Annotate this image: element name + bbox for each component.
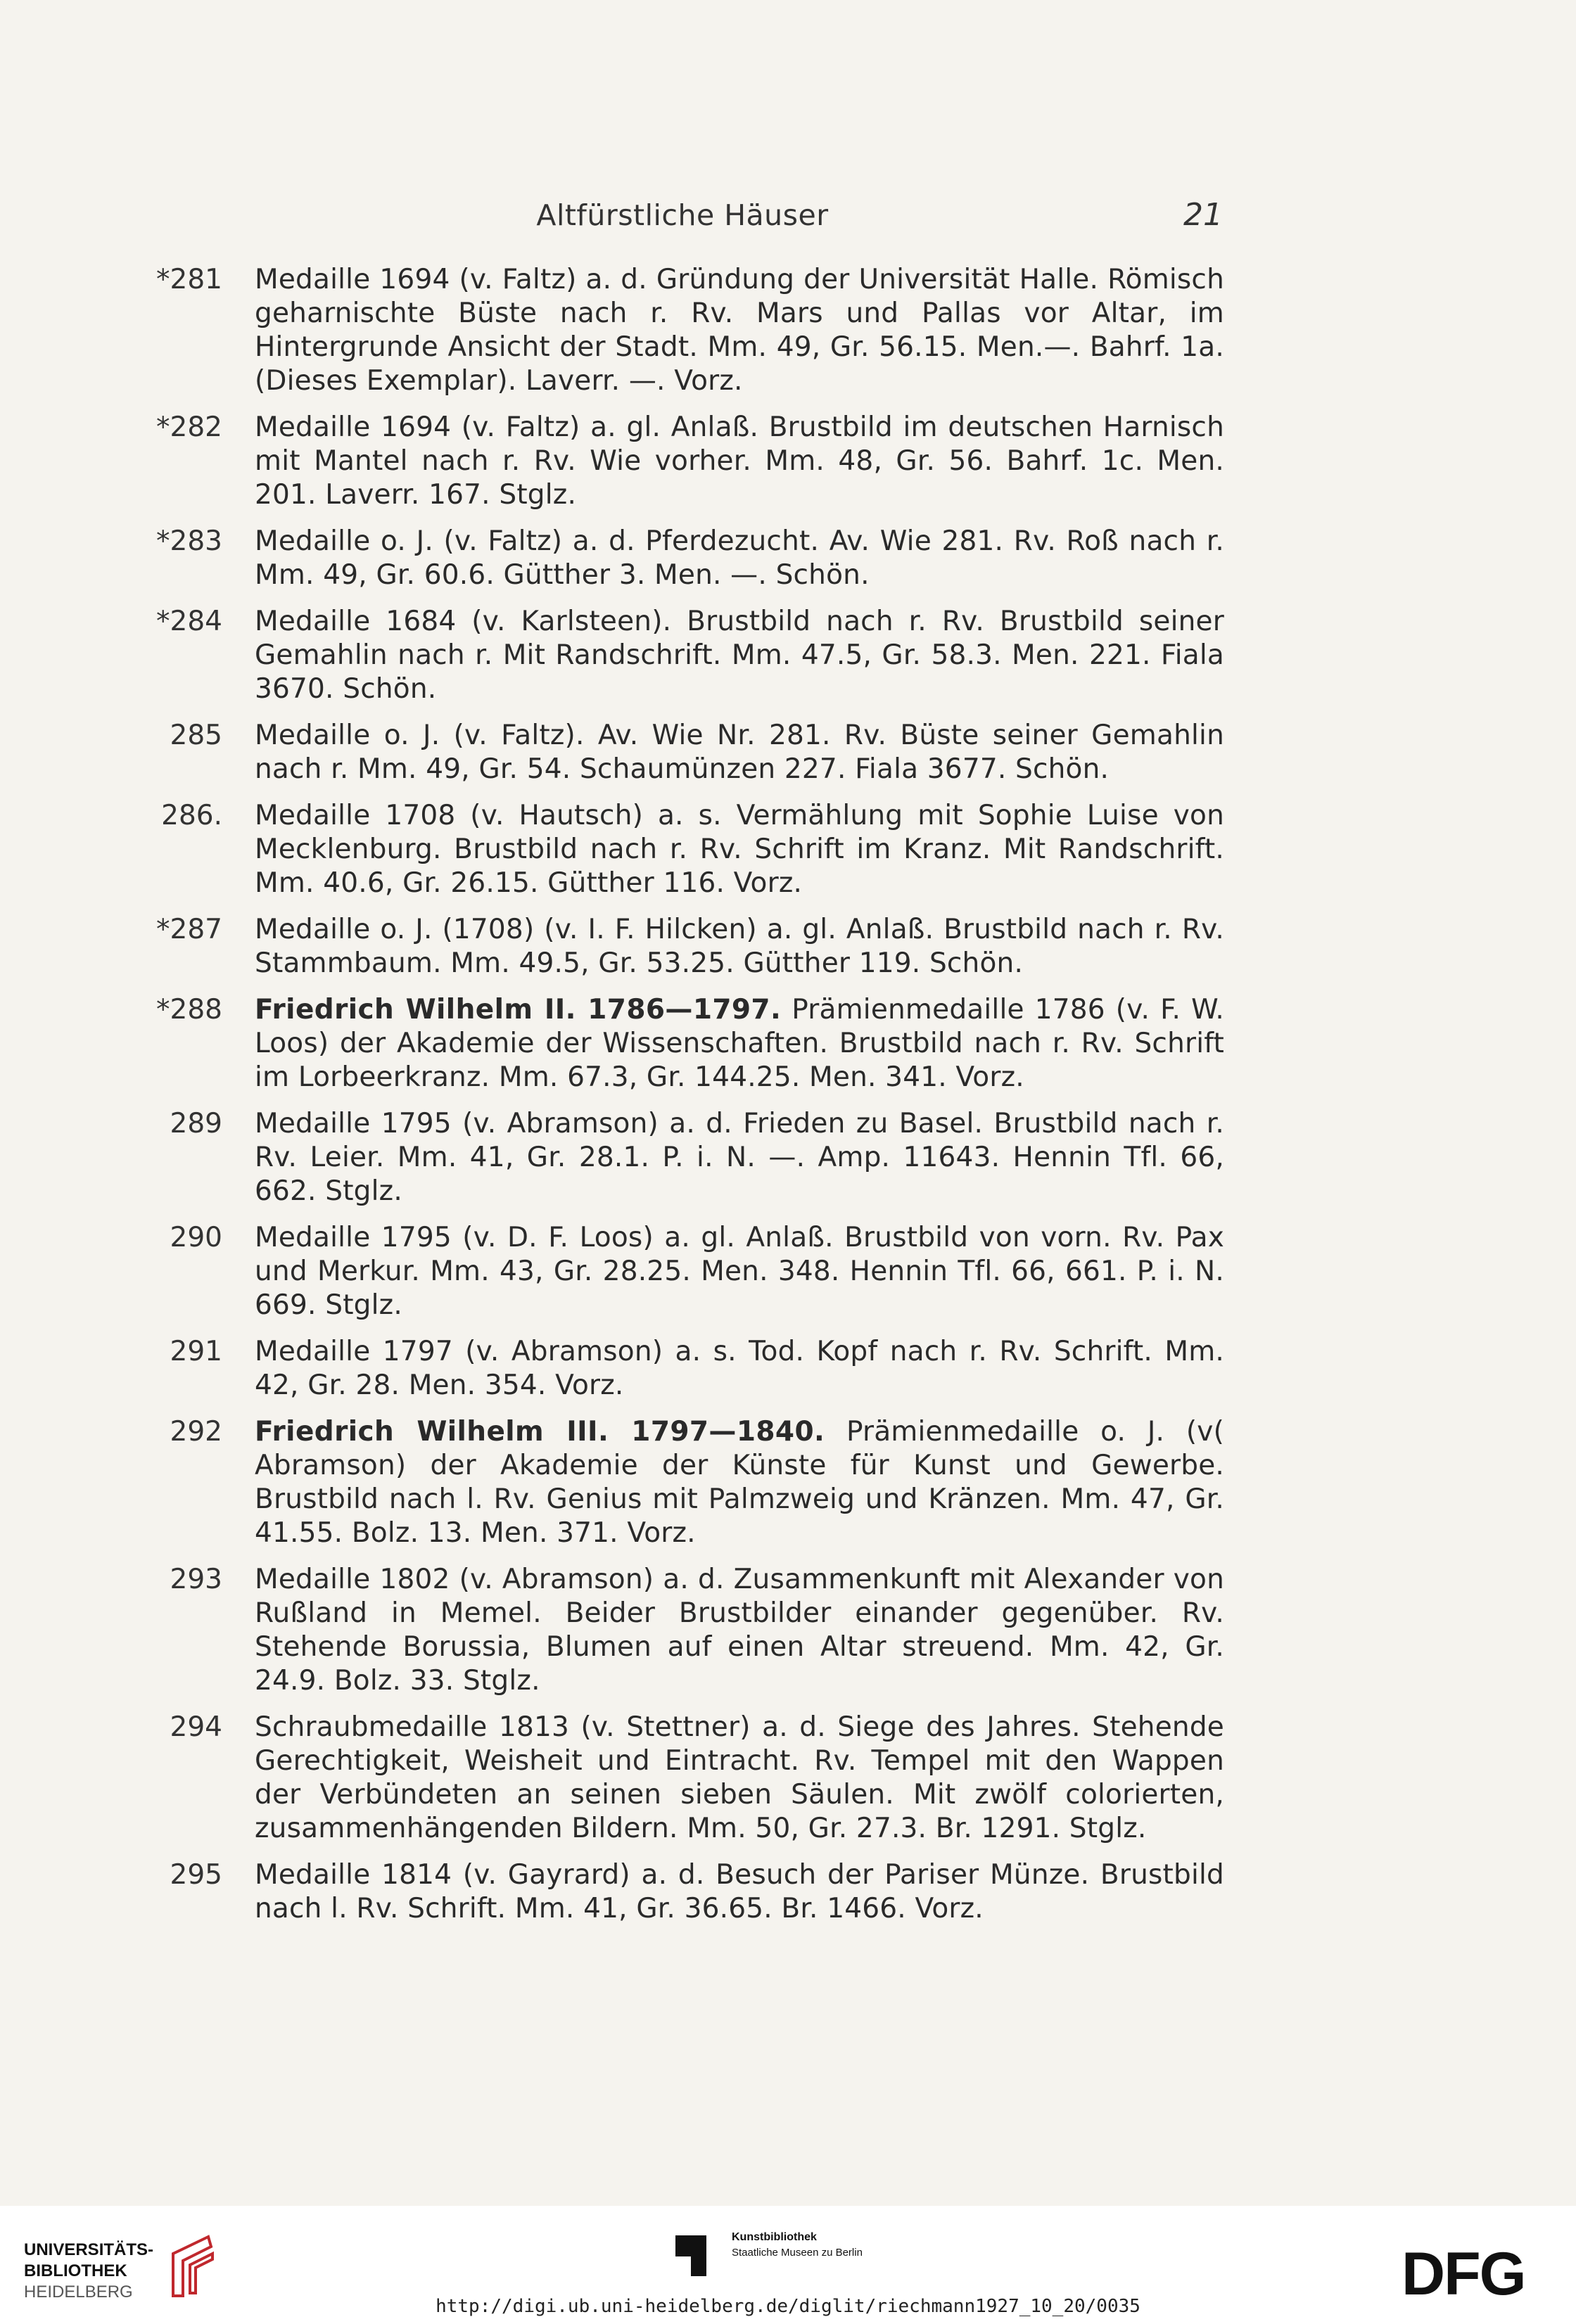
page-number: 21 xyxy=(1183,197,1223,233)
entry-description xyxy=(255,1711,1224,1846)
entry-number: 293 xyxy=(170,1564,222,1595)
entry-text: Prämienmedaille o. J. (v( Abramson) der Akademie der Künste für Kunst und Gewerbe. Brustbild nach l. Rv. Genius mit Palmzweig und Kränzen. Mm. 47, Gr. 41.55. Bolz. 13. Men. 371. Vorz. xyxy=(255,1416,1224,1549)
entry-description xyxy=(255,605,1224,706)
entry-text: Medaille o. J. (v. Faltz). Av. Wie Nr. 281. Rv. Büste seiner Gemahlin nach r. Mm. 49, Gr. 54. Schaumünzen 227. Fiala 3677. Schön. xyxy=(255,720,1224,785)
entry-text: Medaille 1814 (v. Gayrard) a. d. Besuch der Pariser Münze. Brustbild nach l. Rv. Schrift. Mm. 41, Gr. 36.65. Br. 1466. Vorz. xyxy=(255,1859,1224,1924)
kunstbibliothek-logo-icon[interactable] xyxy=(673,2230,722,2279)
entry-description xyxy=(255,1221,1224,1322)
entry-description xyxy=(255,263,1224,398)
catalog-entry xyxy=(0,1858,1576,1926)
entry-number: *284 xyxy=(156,606,222,637)
library-line-2: BIBLIOTHEK xyxy=(24,2261,127,2280)
running-header: Altfürstliche Häuser xyxy=(536,198,829,232)
catalog-entry xyxy=(0,525,1576,592)
entry-text: Medaille 1708 (v. Hautsch) a. s. Vermählung mit Sophie Luise von Mecklenburg. Brustbild nach r. Rv. Schrift im Kranz. Mit Randschrift. Mm. 40.6, Gr. 26.15. Gütther 116. Vorz. xyxy=(255,800,1224,899)
entry-number: 286. xyxy=(161,800,222,831)
catalog-entries xyxy=(0,263,1576,1939)
entry-number: *282 xyxy=(156,411,222,443)
entry-description xyxy=(255,1563,1224,1698)
footer-bar xyxy=(0,2206,1576,2324)
catalog-entry xyxy=(0,1107,1576,1208)
entry-text: Medaille 1694 (v. Faltz) a. gl. Anlaß. Brustbild im deutschen Harnisch mit Mantel nach r. Rv. Wie vorher. Mm. 48, Gr. 56. Bahrf. 1c. Men. 201. Laverr. 167. Stglz. xyxy=(255,411,1224,511)
entry-description xyxy=(255,1107,1224,1208)
catalog-entry xyxy=(0,799,1576,900)
kb-line-1: Kunstbibliothek xyxy=(732,2231,817,2243)
entry-number: 291 xyxy=(170,1336,222,1367)
entry-description xyxy=(255,913,1224,981)
entry-number: 290 xyxy=(170,1222,222,1253)
entry-number: 289 xyxy=(170,1108,222,1139)
catalog-entry xyxy=(0,1335,1576,1403)
entry-ruler-heading: Friedrich Wilhelm III. 1797—1840. xyxy=(255,1416,825,1448)
entry-text: Medaille 1795 (v. D. F. Loos) a. gl. Anlaß. Brustbild von vorn. Rv. Pax und Merkur. Mm. 43, Gr. 28.25. Men. 348. Hennin Tfl. 66, 661. P. i. N. 669. Stglz. xyxy=(255,1222,1224,1321)
entry-description xyxy=(255,719,1224,786)
catalog-entry xyxy=(0,1563,1576,1698)
entry-description xyxy=(255,411,1224,512)
catalog-entry xyxy=(0,605,1576,706)
kb-line-2: Staatliche Museen zu Berlin xyxy=(732,2247,863,2259)
entry-description xyxy=(255,1415,1224,1550)
entry-description xyxy=(255,1858,1224,1926)
entry-description xyxy=(255,1335,1224,1403)
catalog-entry xyxy=(0,719,1576,786)
catalog-entry xyxy=(0,411,1576,512)
catalog-entry xyxy=(0,1711,1576,1846)
library-line-3: HEIDELBERG xyxy=(24,2282,133,2301)
kunstbibliothek-text[interactable] xyxy=(732,2230,863,2261)
entry-text: Schraubmedaille 1813 (v. Stettner) a. d. Siege des Jahres. Stehende Gerechtigkeit, Weisheit und Eintracht. Rv. Tempel mit den Wappen der Verbündeten an seinen sieben Säulen. Mit zwölf colorierten, zusammenhängenden Bildern. Mm. 50, Gr. 27.3. Br. 1291. Stglz. xyxy=(255,1711,1224,1844)
entry-text: Medaille 1802 (v. Abramson) a. d. Zusammenkunft mit Alexander von Rußland in Memel. Beider Brustbilder einander gegenüber. Rv. Stehende Borussia, Blumen auf einen Altar streuend. Mm. 42, Gr. 24.9. Bolz. 33. Stglz. xyxy=(255,1564,1224,1697)
catalog-entry xyxy=(0,1221,1576,1322)
entry-ruler-heading: Friedrich Wilhelm II. 1786—1797. xyxy=(255,994,782,1026)
entry-description xyxy=(255,525,1224,592)
catalog-entry xyxy=(0,993,1576,1094)
entry-text: Medaille 1694 (v. Faltz) a. d. Gründung der Universität Halle. Römisch geharnischte Büste nach r. Rv. Mars und Pallas vor Altar, im Hintergrunde Ansicht der Stadt. Mm. 49, Gr. 56.15. Men.—. Bahrf. 1a. (Dieses Exemplar). Laverr. —. Vorz. xyxy=(255,264,1224,397)
entry-number: *281 xyxy=(156,264,222,295)
catalog-entry xyxy=(0,1415,1576,1550)
catalog-entry xyxy=(0,913,1576,981)
entry-number: *288 xyxy=(156,994,222,1026)
entry-text: Medaille 1797 (v. Abramson) a. s. Tod. Kopf nach r. Rv. Schrift. Mm. 42, Gr. 28. Men. 354. Vorz. xyxy=(255,1336,1224,1401)
ub-heidelberg-logo-icon[interactable] xyxy=(159,2233,218,2300)
entry-number: 292 xyxy=(170,1416,222,1448)
entry-number: 295 xyxy=(170,1859,222,1891)
entry-number: *287 xyxy=(156,914,222,945)
library-line-1: UNIVERSITÄTS- xyxy=(24,2240,154,2259)
entry-text: Medaille 1795 (v. Abramson) a. d. Frieden zu Basel. Brustbild nach r. Rv. Leier. Mm. 41, Gr. 28.1. P. i. N. —. Amp. 11643. Hennin Tfl. 66, 662. Stglz. xyxy=(255,1108,1224,1207)
entry-number: 285 xyxy=(170,720,222,751)
entry-number: *283 xyxy=(156,525,222,557)
entry-text: Medaille o. J. (v. Faltz) a. d. Pferdezucht. Av. Wie 281. Rv. Roß nach r. Mm. 49, Gr. 60.6. Gütther 3. Men. —. Schön. xyxy=(255,525,1224,591)
entry-description xyxy=(255,993,1224,1094)
permalink-url[interactable]: http://digi.ub.uni-heidelberg.de/diglit/riechmann1927_10_20/0035 xyxy=(436,2296,1140,2317)
entry-text: Medaille 1684 (v. Karlsteen). Brustbild nach r. Rv. Brustbild seiner Gemahlin nach r. Mit Randschrift. Mm. 47.5, Gr. 58.3. Men. 221. Fiala 3670. Schön. xyxy=(255,606,1224,705)
entry-text: Medaille o. J. (1708) (v. I. F. Hilcken) a. gl. Anlaß. Brustbild nach r. Rv. Stammbaum. Mm. 49.5, Gr. 53.25. Gütther 119. Schön. xyxy=(255,914,1224,979)
catalog-entry xyxy=(0,263,1576,398)
dfg-logo[interactable]: DFG xyxy=(1402,2240,1525,2308)
entry-description xyxy=(255,799,1224,900)
entry-number: 294 xyxy=(170,1711,222,1743)
entry-text: Prämienmedaille 1786 (v. F. W. Loos) der Akademie der Wissenschaften. Brustbild nach r. Rv. Schrift im Lorbeerkranz. Mm. 67.3, Gr. 144.25. Men. 341. Vorz. xyxy=(255,994,1224,1093)
ub-heidelberg-logo-text[interactable] xyxy=(24,2240,153,2303)
